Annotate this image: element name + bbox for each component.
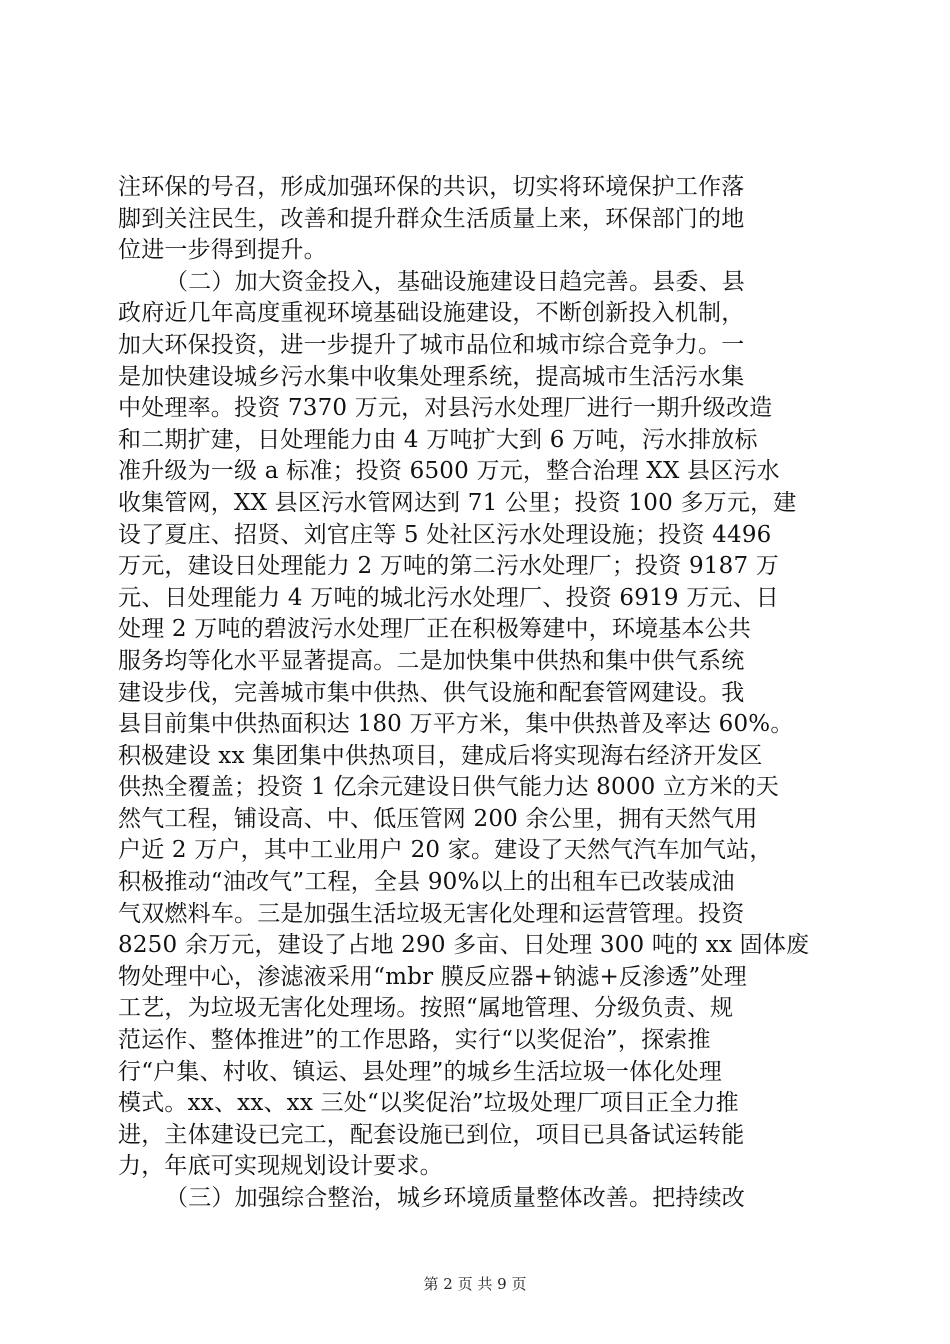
text-line: 注环保的号召，形成加强环保的共识，切实将环境保护工作落 [118, 174, 745, 200]
text-line: 行“户集、村收、镇运、县处理”的城乡生活垃圾一体化处理 [118, 1058, 722, 1085]
text-line: 中处理率。投资 7370 万元，对县污水处理厂进行一期升级改造 [118, 395, 773, 422]
text-line: 模式。xx、xx、xx 三处“以奖促治”垃圾处理厂项目正全力推 [118, 1090, 739, 1117]
text-line: 万元，建设日处理能力 2 万吨的第二污水处理厂；投资 9187 万 [118, 553, 780, 580]
text-line: 力，年底可实现规划设计要求。 [118, 1153, 443, 1180]
text-line: 进，主体建设已完工，配套设施已到位，项目已具备试运转能 [118, 1121, 745, 1148]
text-line: 供热全覆盖；投资 1 亿余元建设日供气能力达 8000 立方米的天 [118, 774, 780, 801]
text-line: 物处理中心，渗滤液采用“mbr 膜反应器+钠滤+反渗透”处理 [118, 963, 747, 990]
text-line: 然气工程，铺设高、中、低压管网 200 余公里，拥有天然气用 [118, 805, 758, 832]
text-line: 收集管网，XX 县区污水管网达到 71 公里；投资 100 多万元，建 [118, 489, 797, 516]
text-line: 户近 2 万户，其中工业用户 20 家。建设了天然气汽车加气站， [118, 837, 773, 864]
text-line: 工艺，为垃圾无害化处理场。按照“属地管理、分级负责、规 [118, 995, 734, 1022]
body-text [118, 172, 833, 1215]
text-line: 元、日处理能力 4 万吨的城北污水处理厂、投资 6919 万元、日 [118, 584, 780, 611]
text-line: 气双燃料车。三是加强生活垃圾无害化处理和运营管理。投资 [118, 900, 745, 927]
text-line: 准升级为一级 a 标准；投资 6500 万元，整合治理 XX 县区污水 [118, 458, 780, 485]
text-line: 建设步伐，完善城市集中供热、供气设施和配套管网建设。我 [118, 679, 745, 706]
page-footer: 第 2 页 共 9 页 [423, 1275, 527, 1293]
text-line: 范运作、整体推进”的工作思路，实行“以奖促治”，探索推 [118, 1027, 711, 1054]
text-line: 县目前集中供热面积达 180 万平方米，集中供热普及率达 60%。 [118, 711, 794, 738]
text-line: 处理 2 万吨的碧波污水处理厂正在积极筹建中，环境基本公共 [118, 616, 752, 643]
text-line: 和二期扩建，日处理能力由 4 万吨扩大到 6 万吨，污水排放标 [118, 426, 758, 453]
text-line: 8250 余万元，建设了占地 290 多亩、日处理 300 吨的 xx 固体废 [118, 932, 810, 959]
text-line: 设了夏庄、招贤、刘官庄等 5 处社区污水处理设施；投资 4496 [118, 521, 772, 548]
text-line: 位进一步得到提升。 [118, 237, 327, 264]
text-line: 加大环保投资，进一步提升了城市品位和城市综合竞争力。一 [118, 331, 745, 358]
text-line: （三）加强综合整治，城乡环境质量整体改善。把持续改 [165, 1185, 745, 1211]
text-line: 是加快建设城乡污水集中收集处理系统，提高城市生活污水集 [118, 363, 745, 390]
text-line: 服务均等化水平显著提高。二是加快集中供热和集中供气系统 [118, 647, 745, 674]
text-line: 政府近几年高度重视环境基础设施建设，不断创新投入机制， [118, 300, 745, 327]
text-line: 脚到关注民生，改善和提升群众生活质量上来，环保部门的地 [118, 205, 745, 232]
text-line: 积极推动“油改气”工程，全县 90%以上的出租车已改装成油 [118, 869, 735, 896]
text-line: 积极建设 xx 集团集中供热项目，建成后将实现海右经济开发区 [118, 742, 763, 769]
text-line: （二）加大资金投入，基础设施建设日趋完善。县委、县 [165, 268, 745, 295]
